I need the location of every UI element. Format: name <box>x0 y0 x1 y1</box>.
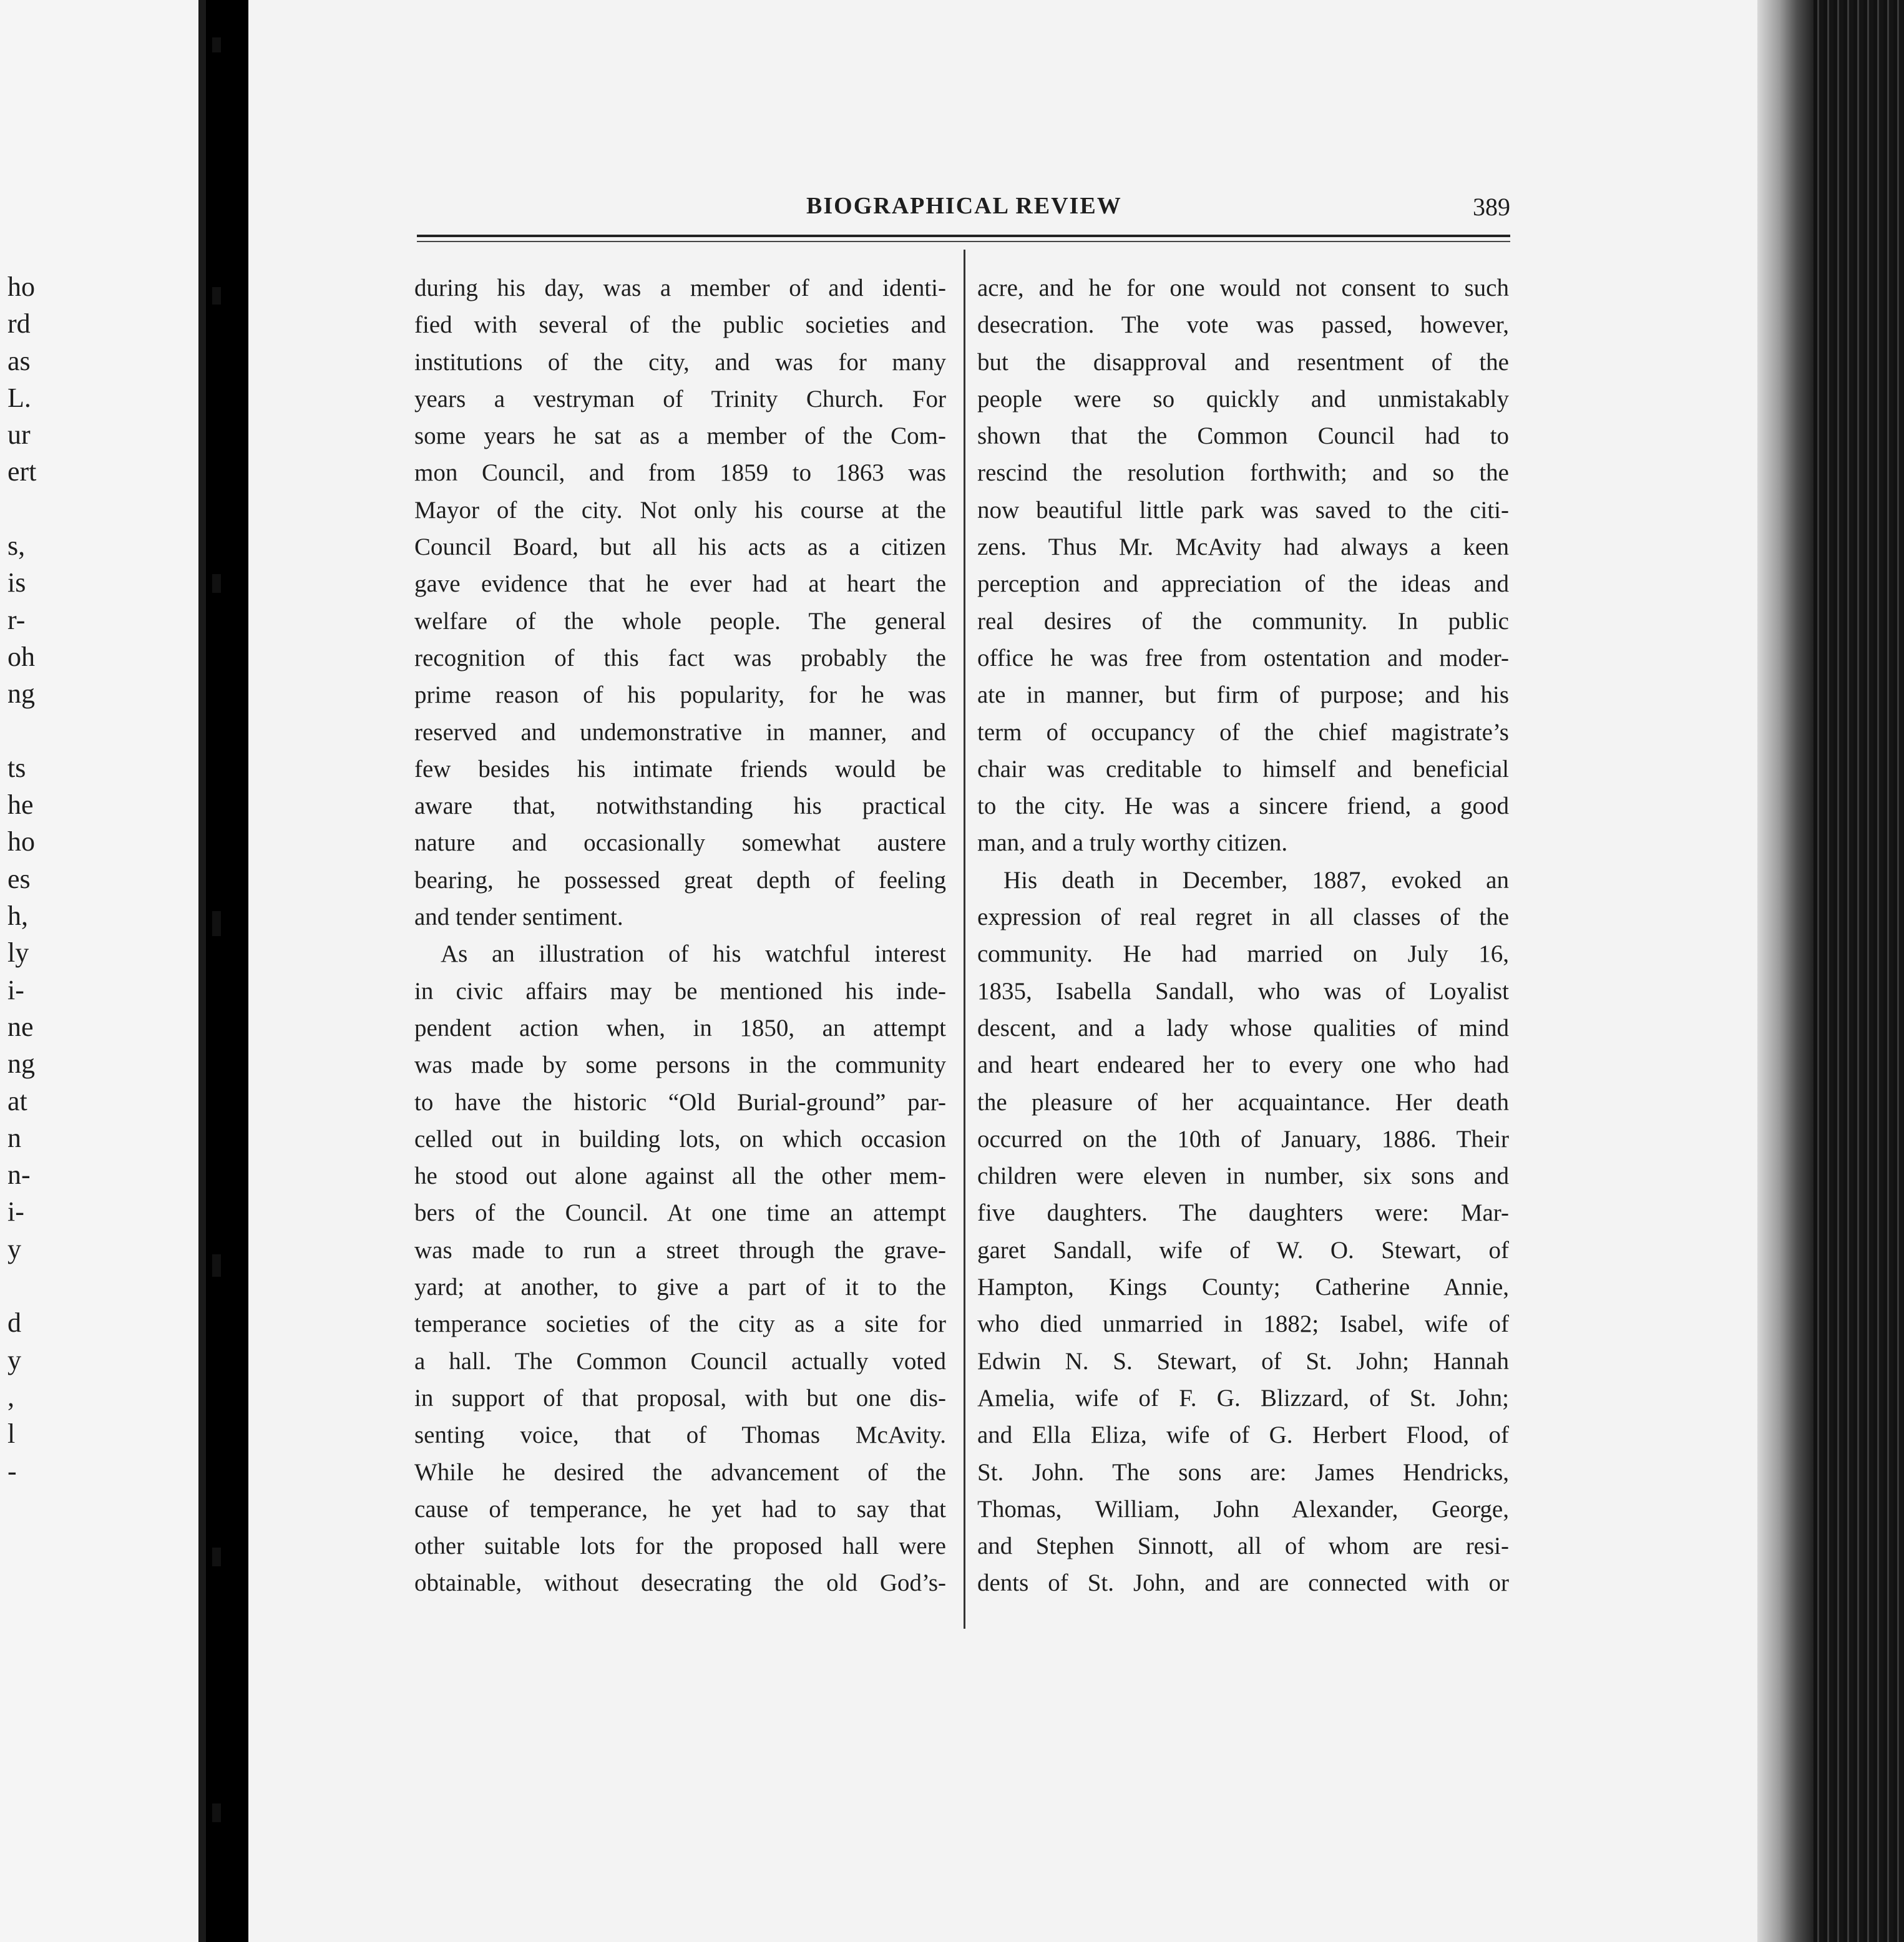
binding-mark <box>212 1548 221 1566</box>
text-line: and Stephen Sinnott, all of whom are resi- <box>977 1533 1509 1560</box>
text-line: 1835, Isabella Sandall, who was of Loyalist <box>977 977 1509 1005</box>
facing-page-fragment <box>0 0 206 1942</box>
text-line: desecration. The vote was passed, however, <box>977 311 1509 339</box>
text-line: other suitable lots for the proposed hall were <box>414 1533 946 1560</box>
text-line: he stood out alone against all the other mem- <box>414 1163 946 1190</box>
text-line: cause of temperance, he yet had to say that <box>414 1495 946 1523</box>
binding-mark <box>212 1803 221 1822</box>
text-line: few besides his intimate friends would be <box>414 755 946 783</box>
text-line: His death in December, 1887, evoked an <box>1003 866 1509 894</box>
text-line: office he was free from ostentation and moder- <box>977 644 1509 671</box>
fragment-line: h, <box>7 900 28 932</box>
fragment-line: y <box>7 1344 21 1375</box>
text-line: descent, and a lady whose qualities of mind <box>977 1014 1509 1042</box>
fragment-line: n <box>7 1122 21 1153</box>
binding-mark <box>212 911 221 936</box>
binding-mark <box>212 37 221 52</box>
fragment-line: - <box>7 1455 17 1486</box>
text-line: bearing, he possessed great depth of feeling <box>414 866 946 894</box>
fragment-line: is <box>7 567 26 598</box>
text-line: recognition of this fact was probably the <box>414 644 946 671</box>
text-line: aware that, notwithstanding his practical <box>414 793 946 820</box>
text-line: senting voice, that of Thomas McAvity. <box>414 1422 946 1449</box>
text-line: in support of that proposal, with but one dis- <box>414 1384 946 1412</box>
fragment-line: oh <box>7 641 35 672</box>
header-rule <box>417 235 1510 237</box>
text-line: occurred on the 10th of January, 1886. Their <box>977 1125 1509 1153</box>
text-line: garet Sandall, wife of W. O. Stewart, of <box>977 1236 1509 1264</box>
fragment-line: ne <box>7 1011 34 1042</box>
text-line: a hall. The Common Council actually voted <box>414 1347 946 1375</box>
page-edge-shadow <box>1757 0 1814 1942</box>
text-line: real desires of the community. In public <box>977 607 1509 635</box>
text-line: years a vestryman of Trinity Church. For <box>414 385 946 412</box>
text-line: and Ella Eliza, wife of G. Herbert Flood, of <box>977 1422 1509 1449</box>
fragment-line <box>7 490 57 527</box>
fragment-line: ho <box>7 826 35 857</box>
text-line: to have the historic “Old Burial-ground” par- <box>414 1088 946 1116</box>
text-line: acre, and he for one would not consent to such <box>977 275 1509 301</box>
text-line: was made to run a street through the grave- <box>414 1236 946 1264</box>
text-line: nature and occasionally somewhat austere <box>414 829 946 857</box>
fragment-line: d <box>7 1307 21 1339</box>
fragment-line: rd <box>7 308 31 339</box>
text-line: zens. Thus Mr. McAvity had always a keen <box>977 534 1509 561</box>
fragment-line: l <box>7 1418 16 1450</box>
text-line: reserved and undemonstrative in manner, and <box>414 718 946 746</box>
fragment-line: ts <box>7 752 26 783</box>
text-line: term of occupancy of the chief magistrate’s <box>977 718 1509 746</box>
fragment-line: , <box>7 1381 14 1412</box>
facing-page-text-fragments <box>7 268 57 1490</box>
fragment-line: i- <box>7 1196 24 1227</box>
fragment-line: es <box>7 863 31 894</box>
text-line: As an illustration of his watchful interest <box>441 940 946 968</box>
text-line: perception and appreciation of the ideas and <box>977 570 1509 598</box>
fragment-line: at <box>7 1085 27 1116</box>
fragment-line: ert <box>7 456 37 487</box>
page-header <box>417 187 1510 225</box>
text-line: ate in manner, but firm of purpose; and his <box>977 681 1509 709</box>
page-stack-edges <box>1814 0 1904 1942</box>
fragment-line: ho <box>7 271 35 302</box>
fragment-line: ng <box>7 1048 35 1080</box>
text-line: dents of St. John, and are connected with or <box>977 1569 1509 1597</box>
text-line: in civic affairs may be mentioned his inde- <box>414 977 946 1005</box>
text-line: but the disapproval and resentment of the <box>977 348 1509 376</box>
fragment-line: s, <box>7 530 26 562</box>
text-line: obtainable, without desecrating the old God’s- <box>414 1569 946 1597</box>
text-line: chair was creditable to himself and beneficial <box>977 755 1509 783</box>
fragment-line: L. <box>7 382 31 413</box>
binding-mark <box>212 287 221 305</box>
text-line: five daughters. The daughters were: Mar- <box>977 1199 1509 1227</box>
text-line: rescind the resolution forthwith; and so the <box>977 459 1509 487</box>
header-rule-thin <box>417 241 1510 242</box>
text-line: and tender sentiment. <box>414 904 623 931</box>
fragment-line: ur <box>7 419 31 451</box>
text-line: Council Board, but all his acts as a citizen <box>414 534 946 561</box>
text-line: community. He had married on July 16, <box>977 940 1509 968</box>
text-line: some years he sat as a member of the Com- <box>414 422 946 450</box>
fragment-line <box>7 1267 57 1304</box>
text-line: Thomas, William, John Alexander, George, <box>977 1495 1509 1523</box>
text-line: institutions of the city, and was for many <box>414 348 946 376</box>
text-line: the pleasure of her acquaintance. Her death <box>977 1088 1509 1116</box>
book-gutter <box>198 0 206 1942</box>
text-line: Hampton, Kings County; Catherine Annie, <box>977 1274 1509 1301</box>
text-line: While he desired the advancement of the <box>414 1458 946 1486</box>
text-line: was made by some persons in the community <box>414 1052 946 1079</box>
fragment-line: r- <box>7 604 26 635</box>
running-head: BIOGRAPHICAL REVIEW <box>806 193 1122 219</box>
text-line: prime reason of his popularity, for he was <box>414 681 946 709</box>
fragment-line: ng <box>7 678 35 710</box>
text-line: expression of real regret in all classes of the <box>977 904 1509 931</box>
page-number: 389 <box>1473 193 1510 221</box>
text-line: celled out in building lots, on which occasion <box>414 1125 946 1153</box>
text-line: bers of the Council. At one time an attempt <box>414 1199 946 1227</box>
text-line: now beautiful little park was saved to the citi- <box>977 496 1509 524</box>
fragment-line: y <box>7 1233 21 1264</box>
binding-mark <box>212 1254 221 1277</box>
text-line: Edwin N. S. Stewart, of St. John; Hannah <box>977 1347 1509 1375</box>
text-line: gave evidence that he ever had at heart the <box>414 570 946 598</box>
right-column <box>977 270 1509 1602</box>
text-line: Amelia, wife of F. G. Blizzard, of St. John; <box>977 1384 1509 1412</box>
left-column <box>414 270 946 1602</box>
fragment-line <box>7 713 57 749</box>
text-line: people were so quickly and unmistakably <box>977 385 1509 412</box>
fragment-line: he <box>7 789 34 821</box>
text-line: Mayor of the city. Not only his course at the <box>414 496 946 524</box>
fragment-line: as <box>7 345 31 376</box>
fragment-line: n- <box>7 1159 31 1191</box>
text-line: welfare of the whole people. The general <box>414 607 946 635</box>
column-divider <box>964 250 965 1629</box>
text-line: pendent action when, in 1850, an attempt <box>414 1014 946 1042</box>
fragment-line: i- <box>7 974 24 1005</box>
text-line: shown that the Common Council had to <box>977 422 1509 450</box>
text-line: mon Council, and from 1859 to 1863 was <box>414 459 946 487</box>
text-line: St. John. The sons are: James Hendricks, <box>977 1458 1509 1486</box>
binding-mark <box>212 574 221 593</box>
text-line: who died unmarried in 1882; Isabel, wife of <box>977 1310 1509 1338</box>
text-line: and heart endeared her to every one who had <box>977 1052 1509 1079</box>
text-line: during his day, was a member of and identi- <box>414 275 946 301</box>
fragment-line: ly <box>7 937 29 969</box>
text-line: fied with several of the public societies and <box>414 311 946 339</box>
text-line: to the city. He was a sincere friend, a good <box>977 793 1509 820</box>
text-line: man, and a truly worthy citizen. <box>977 829 1288 857</box>
text-line: temperance societies of the city as a site for <box>414 1310 946 1338</box>
text-line: yard; at another, to give a part of it to the <box>414 1274 946 1301</box>
text-line: children were eleven in number, six sons and <box>977 1163 1509 1190</box>
